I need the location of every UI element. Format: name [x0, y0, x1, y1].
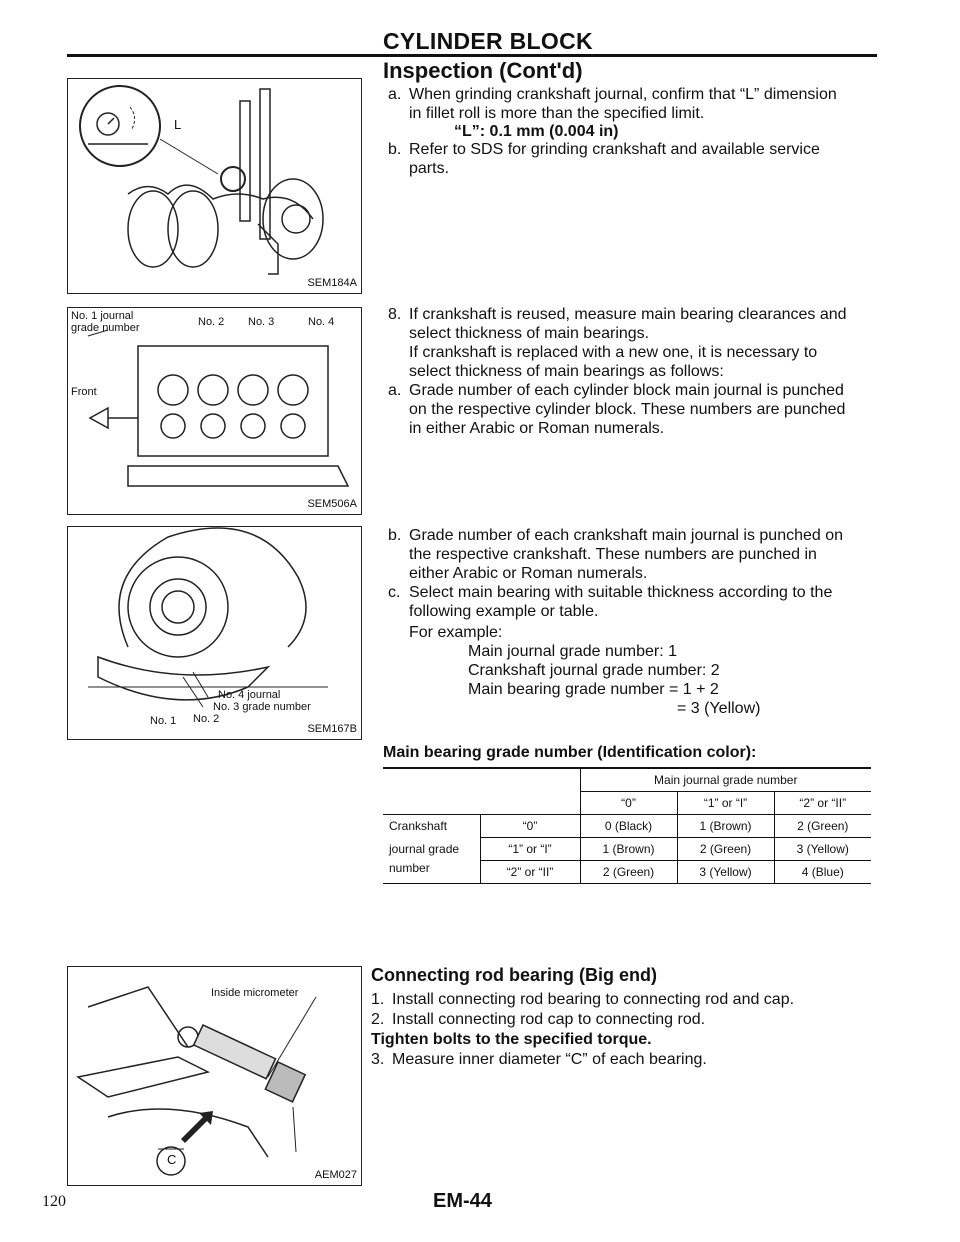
- table-title: Main bearing grade number (Identification color):: [383, 744, 757, 761]
- table-cell: 0 (Black): [580, 815, 677, 838]
- fig4-label-c: C: [167, 1152, 177, 1167]
- cylinder-block-illustration: [68, 308, 361, 514]
- figure-crankshaft-fillet: [67, 78, 362, 294]
- column-header: “1” or “I”: [677, 792, 774, 815]
- table-cell: 1 (Brown): [580, 838, 677, 861]
- example-line: Main journal grade number: 1: [468, 643, 678, 660]
- fig2-label-no3: No. 3: [248, 316, 275, 328]
- text-line: the respective crankshaft. These numbers are punched in: [409, 546, 817, 563]
- text-line: Install connecting rod bearing to connecting rod and cap.: [392, 991, 795, 1008]
- table-row: [383, 768, 871, 792]
- table-cell: 3 (Yellow): [774, 838, 871, 861]
- text-line: Grade number of each cylinder block main journal is punched: [409, 382, 844, 399]
- main-bearing-grade-table: [383, 767, 871, 884]
- figure-code: SEM506A: [307, 498, 357, 510]
- crankshaft-fillet-illustration: [68, 79, 361, 293]
- step-8-item-b: [388, 526, 878, 586]
- figure-code: AEM027: [314, 1169, 357, 1181]
- text-line: If crankshaft is replaced with a new one, it is necessary to: [409, 344, 818, 361]
- micrometer-illustration: [68, 967, 361, 1185]
- step-8: [388, 305, 878, 385]
- column-group-header: Main journal grade number: [580, 768, 871, 792]
- example-result: = 3 (Yellow): [677, 700, 761, 717]
- section-title: CYLINDER BLOCK: [383, 28, 593, 54]
- example-line: Crankshaft journal grade number: 2: [468, 662, 720, 679]
- figure-cylinder-block-grades: [67, 307, 362, 515]
- step-8-item-a: [388, 381, 878, 441]
- table-cell: 2 (Green): [774, 815, 871, 838]
- list-marker: 2.: [371, 1011, 385, 1028]
- text-line: Install connecting rod cap to connecting rod.: [392, 1011, 706, 1028]
- text-line: Select main bearing with suitable thickness according to the: [409, 584, 833, 601]
- fig3-label-no1: No. 1: [150, 715, 177, 727]
- fig4-label-micrometer: Inside micrometer: [211, 987, 299, 999]
- header-rule: [67, 54, 877, 57]
- page-code: EM-44: [433, 1190, 492, 1212]
- fig2-label-no1: No. 1 journal: [71, 310, 134, 322]
- step-8-item-c: [388, 583, 878, 623]
- table-cell: 2 (Green): [580, 861, 677, 884]
- fig3-label-no2: No. 2: [193, 713, 220, 725]
- table-cell: 2 (Green): [677, 838, 774, 861]
- conrod-step-1: [371, 990, 871, 1009]
- column-header: “0”: [580, 792, 677, 815]
- text-line: When grinding crankshaft journal, confirm that “L” dimension: [409, 86, 837, 103]
- text-line: following example or table.: [409, 603, 599, 620]
- column-header: “2” or “II”: [774, 792, 871, 815]
- text-line: either Arabic or Roman numerals.: [409, 565, 648, 582]
- figure-crankshaft-grades: [67, 526, 362, 740]
- spec-value: “L”: 0.1 mm (0.004 in): [454, 123, 619, 140]
- fig3-label-no3: No. 3 grade number: [213, 701, 311, 713]
- text-line: in fillet roll is more than the specified limit.: [409, 105, 705, 122]
- fig2-label-no2: No. 2: [198, 316, 225, 328]
- conrod-section-title: Connecting rod bearing (Big end): [371, 965, 657, 985]
- row-group-label: Crankshaft: [383, 815, 480, 838]
- figure-inside-micrometer: [67, 966, 362, 1186]
- list-marker: 1.: [371, 991, 385, 1008]
- list-marker: 3.: [371, 1051, 385, 1068]
- row-header: “2” or “II”: [480, 861, 580, 884]
- grinding-item-a: [388, 85, 878, 125]
- torque-note: Tighten bolts to the specified torque.: [371, 1031, 652, 1048]
- table-row: [383, 838, 871, 861]
- text-line: select thickness of main bearings.: [409, 325, 650, 342]
- figure-code: SEM184A: [307, 277, 357, 289]
- conrod-step-3: [371, 1050, 871, 1069]
- row-group-label: journal grade: [389, 842, 460, 856]
- text-line: on the respective cylinder block. These numbers are punched: [409, 401, 846, 418]
- list-marker: b.: [388, 527, 402, 544]
- table-row: [383, 792, 871, 815]
- text-line: Refer to SDS for grinding crankshaft and available service: [409, 141, 820, 158]
- example-heading: For example:: [409, 624, 503, 641]
- row-group-label: number: [383, 861, 480, 884]
- conrod-step-2: [371, 1010, 871, 1029]
- table-cell: 1 (Brown): [677, 815, 774, 838]
- text-line: Grade number of each crankshaft main journal is punched on: [409, 527, 844, 544]
- fig1-label-l: L: [174, 117, 182, 132]
- fig2-label-no4: No. 4: [308, 316, 335, 328]
- list-marker: 8.: [388, 306, 402, 323]
- page-subtitle: Inspection (Cont'd): [383, 58, 583, 83]
- text-line: in either Arabic or Roman numerals.: [409, 420, 665, 437]
- list-marker: a.: [388, 382, 402, 399]
- figure-code: SEM167B: [307, 723, 357, 735]
- fig2-label-no1-grade: grade number: [71, 322, 140, 334]
- example-line: Main bearing grade number = 1 + 2: [468, 681, 719, 698]
- table-row: [383, 815, 871, 838]
- list-marker: c.: [388, 584, 401, 601]
- table-cell: 4 (Blue): [774, 861, 871, 884]
- text-line: Measure inner diameter “C” of each bearing.: [392, 1051, 707, 1068]
- list-marker: a.: [388, 86, 402, 103]
- list-marker: b.: [388, 141, 402, 158]
- text-line: parts.: [409, 160, 450, 177]
- fig3-label-no4: No. 4 journal: [218, 689, 281, 701]
- table-row: [383, 861, 871, 884]
- text-line: If crankshaft is reused, measure main bearing clearances and: [409, 306, 847, 323]
- grinding-item-b: [388, 140, 878, 180]
- text-line: select thickness of main bearings as follows:: [409, 363, 724, 380]
- fig2-label-front: Front: [71, 386, 97, 398]
- row-header: “1” or “I”: [480, 838, 580, 861]
- table-cell: 3 (Yellow): [677, 861, 774, 884]
- page-number: 120: [42, 1193, 66, 1210]
- row-header: “0”: [480, 815, 580, 838]
